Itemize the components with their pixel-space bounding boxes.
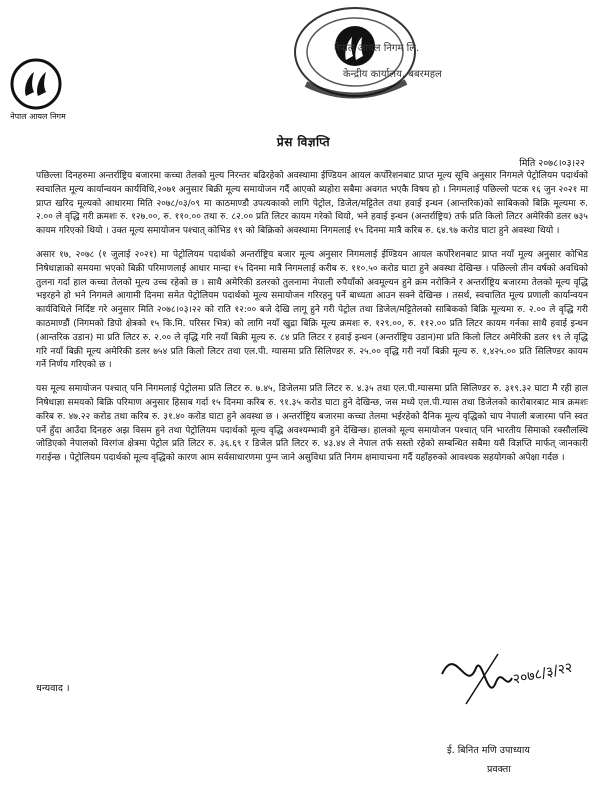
paragraph-1: पछिल्ला दिनहरुमा अन्तर्राष्ट्रिय बजारमा कच्चा तेलको मुल्य निरन्तर बढिरहेको अवस्थामा ईण्डियन आयल कर्पोरेशनबाट प्राप्त मूल्य सूचि अनुसार निगमले पेट्रोलियम पदार्थको स्वचालित मूल्य कार्यान्वयन कार्यविधि,२०७१ अनुसार बिक्री मूल्य समायोजन गर्दै आएको ब्यहोरा सबैमा अवगत भएकै विषय हो । निगमलाई पछिल्लो पटक १६ जुन २०२१ मा प्राप्त खरिद मूल्यको आधारमा मिति २०७८/०३/०९ मा काठमाण्डौ उपत्यकाको लागि पेट्रोल, डिजेल/मट्टितेल तथा हवाई इन्धन (आन्तरिक)को साबिकको बिक्रि मूल्यमा रु. २.०० ले वृद्धि गरी क्रमशः रु. १२७.००, रु. ११०.०० तथा रु. ८२.०० प्रति लिटर कायम गरेको थियो, भने हवाई इन्धन (अन्तर्राष्ट्रिय) तर्फ प्रति किलो लिटर अमेरिकी डलर ७३५ कायम गरिएको थियो । उक्त मूल्य समायोजन पश्चात् कोभिड १९ को बिक्रिको अवस्थामा निगमलाई १५ दिनमा मात्रै करिब रु. ६४.९७ करोड घाटा हुने अवस्था थियो । xyxy=(36,171,588,237)
org-name: नेपाल आयल निगम लि. xyxy=(334,43,420,54)
closing-text: धन्यवाद । xyxy=(36,683,70,694)
signer-role: प्रवक्ता xyxy=(487,764,511,775)
paragraph-3: यस मूल्य समायोजन पश्चात् पनि निगमलाई पेट्रोलमा प्रति लिटर रु. ७.४५, डिजेलमा प्रति लिटर रु. ४.३५ तथा एल.पी.ग्यासमा प्रति सिलिण्डर रु. ३१९.३२ घाटा मै रही हाल निषेधाज्ञा समयको बिक्रि परिमाण अनुसार हिसाब गर्दा १५ दिनमा करिब रु. ९१.३५ करोड घाटा हुने देखिन्छ, जस मध्ये एल.पी.ग्यास तथा डिजेलको कारोबारबाट मात्र क्रमशः करिब रु. ४७.२२ करोड तथा करिब रु. ३१.४० करोड घाटा हुने अवस्था छ । अन्तर्राष्ट्रिय बजारमा कच्चा तेलमा भईरहेको दैनिक मूल्य वृद्धिको चाप नेपाली बजारमा पनि स्वत पर्ने हुँदा आउँदा दिनहरु अझ विसम हुने तथा पेट्रोलियम पदार्थको मूल्य वृद्धि अवश्यम्भावी हुने देखिन्छ। हालको मूल्य समायोजन पश्चात् पनि भारतीय सिमाको रक्सौलस्थि जोडिएको नेपालको विरगंज क्षेत्रमा पेट्रोल प्रति लिटर रु. ३६.६९ र डिजेल प्रति लिटर रु. ४३.४४ ले नेपाल तर्फ सस्तो रहेको सम्बन्धित सबैमा यसै विज्ञप्ति मार्फत् जानकारी गराईन्छ । पेट्रोलियम पदार्थको मूल्य वृद्धिको कारण आम सर्वसाधारणमा पुग्न जाने असुविधा प्रति निगम क्षमायाचना गर्दै यहाँहरुको आवश्यक सहयोगको अपेक्षा गर्दछ । xyxy=(36,384,588,464)
handwritten-signature xyxy=(436,634,596,714)
document-body xyxy=(36,170,588,476)
org-address: केन्द्रीय कार्यालय, बबरमहल xyxy=(343,69,442,80)
signature-date: २०७८/३/२२ xyxy=(511,659,574,688)
nepal-oil-logo xyxy=(10,58,62,110)
signer-name: ई. बिनित मणि उपाध्याय xyxy=(447,745,530,756)
logo-caption: नेपाल आयल निगम xyxy=(10,112,66,121)
document-date: मिति २०७८।०३।२२ xyxy=(519,158,585,169)
paragraph-2: असार १७, २०७८ (१ जुलाई २०२१) मा पेट्रोलियम पदार्थको अन्तर्राष्ट्रिय बजार मूल्य अनुसार निगमलाई ईण्डियन आयल कर्पोरेशनबाट प्राप्त नयाँ मूल्य अनुसार कोभिड निषेधाज्ञाको समयमा भएको बिक्री परिमाणलाई आधार मान्दा १५ दिनमा मात्रै निगमलाई करीब रु. ११०.५० करोड घाटा हुने अवस्था देखिन्छ । पछिल्लो तीन वर्षको अवधिको तुलना गर्दा हाल कच्चा तेलको मूल्य उच्च रहेको छ । साथै अमेरिकी डलरको तुलनामा नेपाली रुपैयाँको अवमूल्यन हुने क्रम नरोकिने र अन्तर्राष्ट्रिय बजारमा तेलको मूल्य वृद्धि भइरहने हो भने निगमले आगामी दिनमा समेत पेट्रोलियम पदार्थको मूल्य समायोजन गरिरहनु पर्ने बाध्यता आउन सक्ने देखिन्छ । तसर्थ, स्वचालित मूल्य प्रणाली कार्यान्वयन कार्यविधिले निर्दिष्ट गरे अनुसार मिति २०७८।०३।२२ को राति १२:०० बजे देखि लागू हुने गरी पेट्रोल तथा डिजेल/मट्टितेलको साबिकको बिक्रि मूल्यमा रु. २.०० ले वृद्धि गरी काठमाण्डौं (निगमको डिपो क्षेत्रको १५ कि.मि. परिसर भित्र) को लागि नयाँ खुद्रा बिक्रि मूल्य क्रमशः रु. १२९.००, रु. ११२.०० प्रति लिटर कायम गर्नका साथै हवाई इन्धन (आन्तरिक उडान) मा प्रति लिटर रु. २.०० ले वृद्धि गरि नयाँ बिक्री मूल्य रु. ८४ प्रति लिटर र हवाई इन्धन (अन्तर्राष्ट्रिय उडान)मा प्रति किलो लिटर अमेरिकी डलर १९ ले वृद्धि गरि नयाँ बिक्री मूल्य अमेरिकी डलर ७५४ प्रति किलो लिटर तथा एल.पी. ग्यासमा प्रति सिलिण्डर रु. २५.०० वृद्धि गरी नयाँ बिक्री मूल्य रु. १,४२५.०० प्रति सिलिण्डर कायम गर्ने निर्णय गरिएको छ । xyxy=(36,249,588,371)
document-title: प्रेस विज्ञप्ति xyxy=(276,135,331,149)
